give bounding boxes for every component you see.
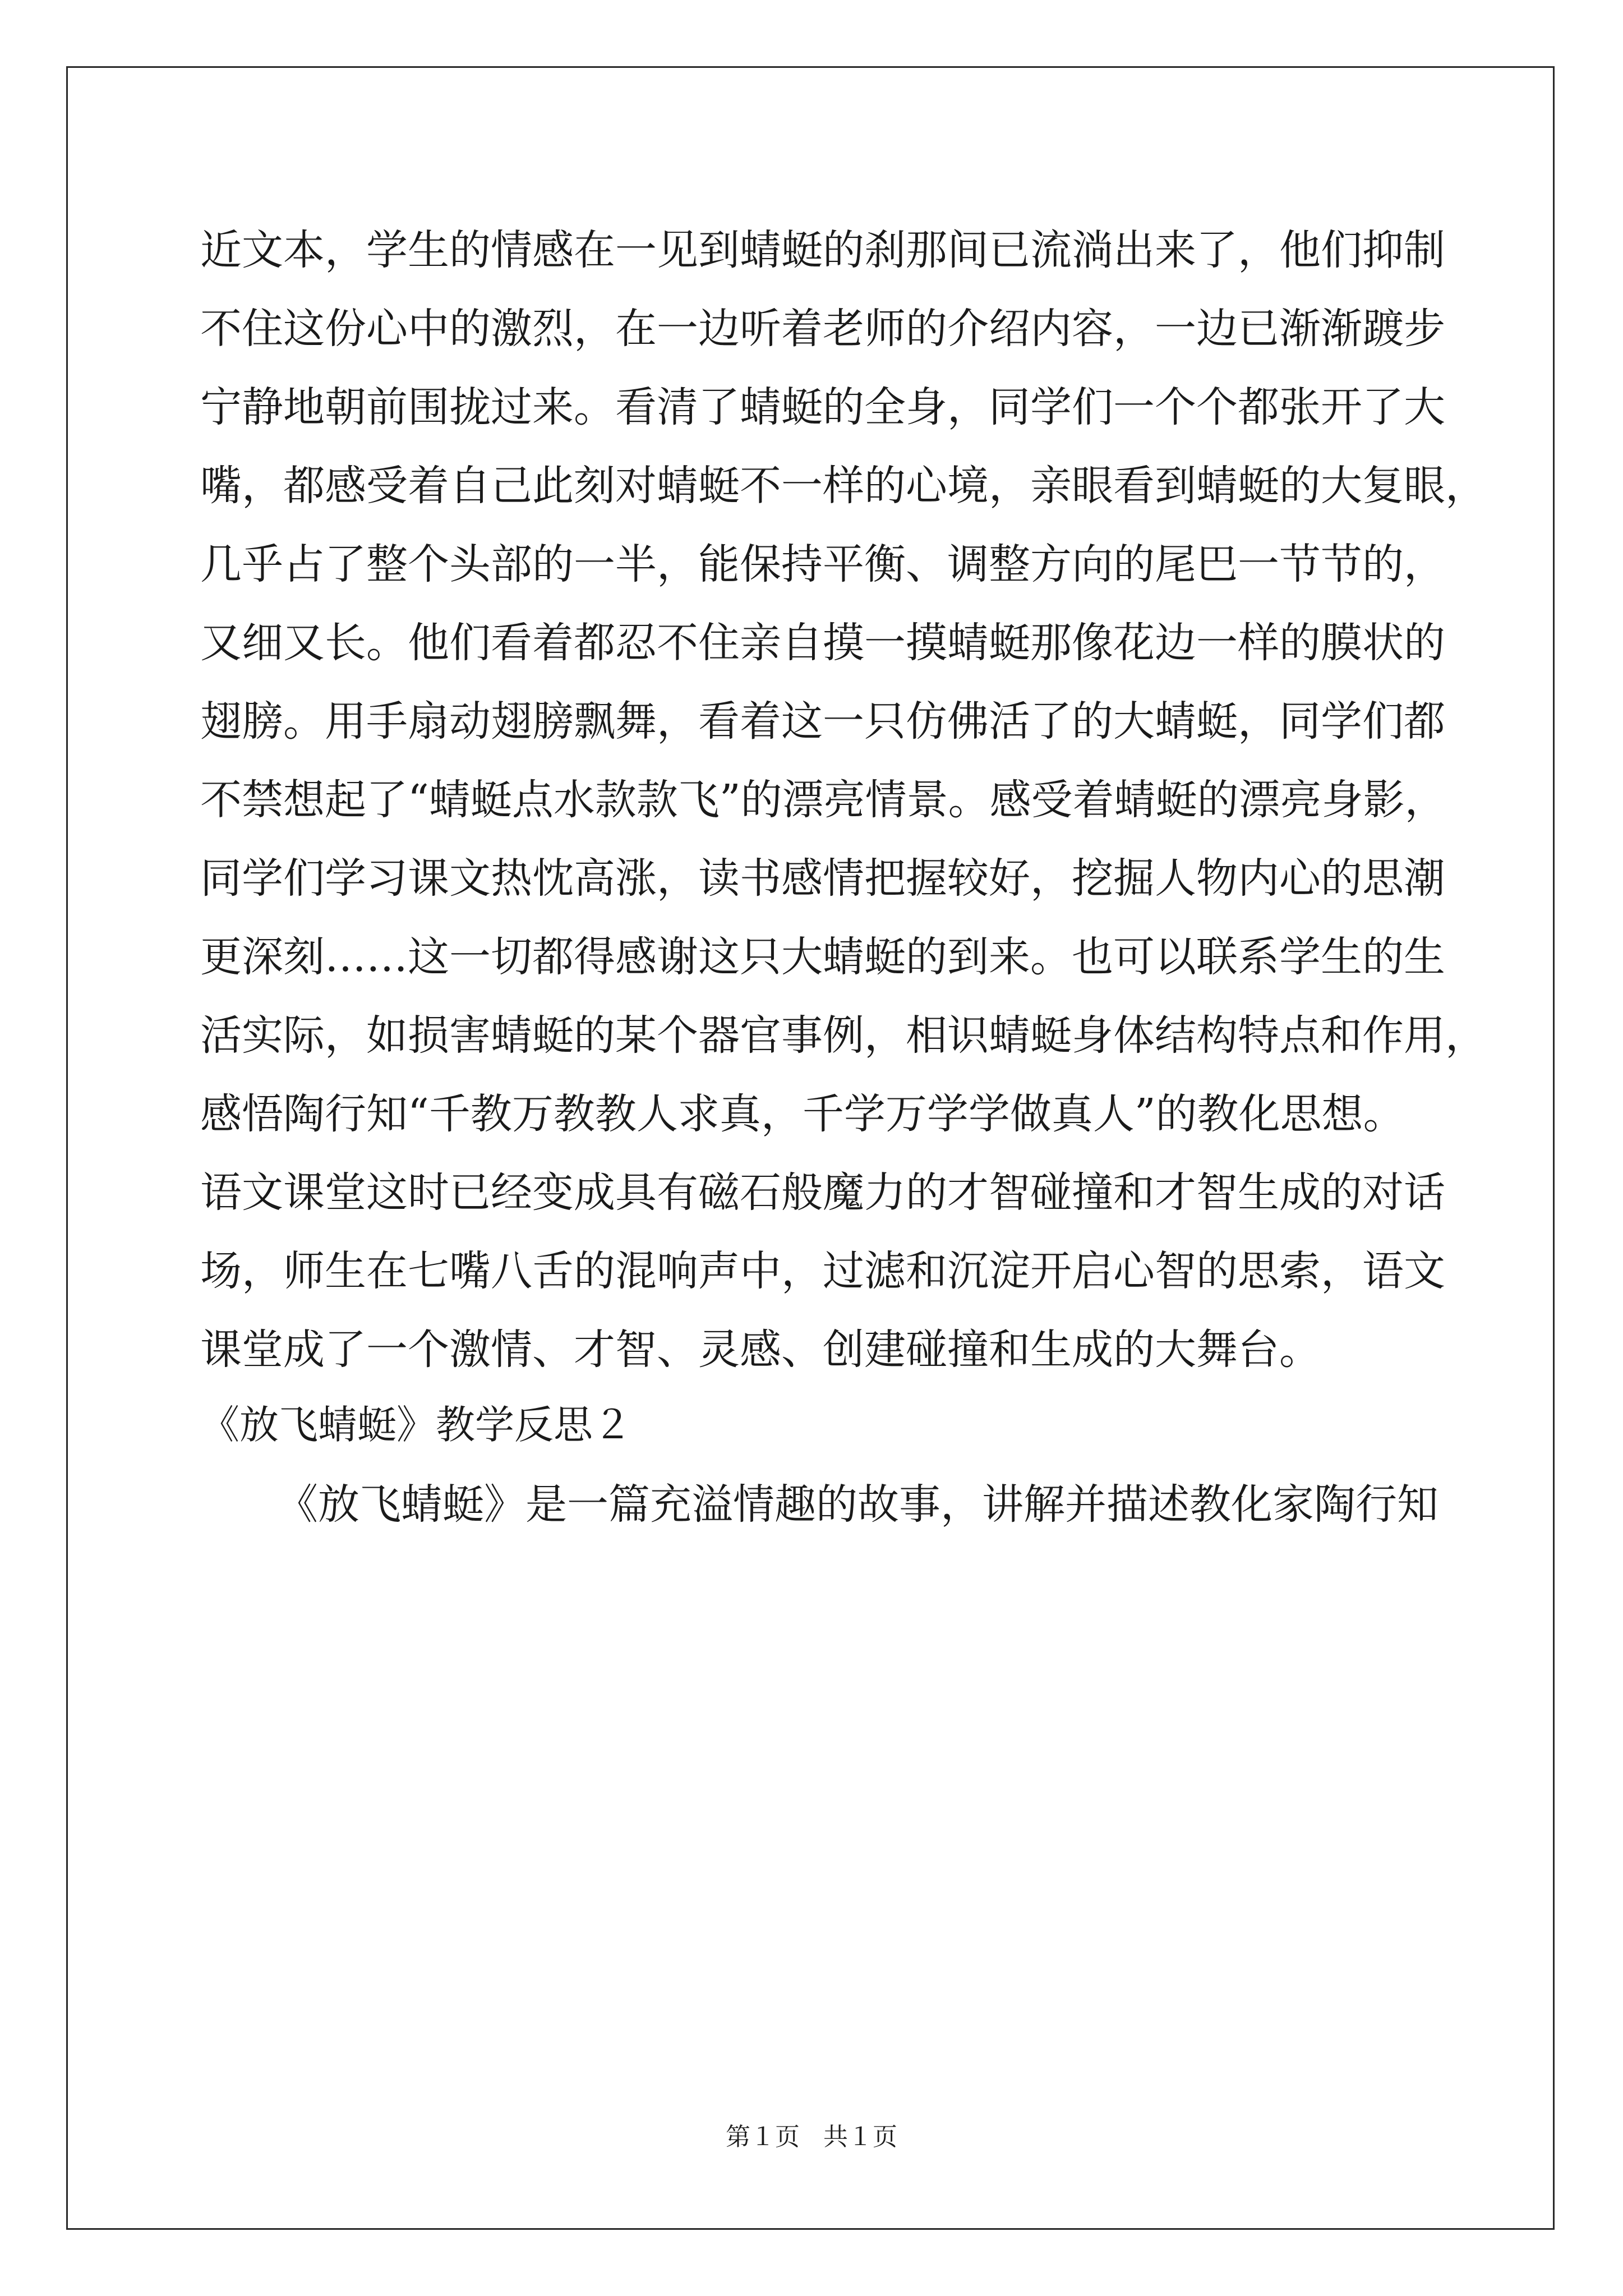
section-heading: 《放飞蜻蜓》教学反思２ — [200, 1402, 632, 1448]
paragraph-line: 活实际，如损害蜻蜓的某个器官事例，相识蜻蜓身体结构特点和作用， — [200, 1011, 1487, 1060]
page-footer — [0, 2120, 1623, 2154]
paragraph-line: 近文本，学生的情感在一见到蜻蜓的刹那间已流淌出来了，他们抑制 — [200, 226, 1445, 274]
paragraph-line: 语文课堂这时已经变成具有磁石般魔力的才智碰撞和才智生成的对话 — [200, 1168, 1445, 1217]
paragraph-line: 宁静地朝前围拢过来。看清了蜻蜓的全身，同学们一个个都张开了大 — [200, 383, 1445, 431]
paragraph-line: 翅膀。用手扇动翅膀飘舞，看着这一只仿佛活了的大蜻蜓，同学们都 — [200, 697, 1445, 746]
paragraph-line: 又细又长。他们看着都忍不住亲自摸一摸蜻蜓那像花边一样的膜状的 — [200, 619, 1445, 667]
paragraph-line: 不禁想起了“蜻蜓点水款款飞”的漂亮情景。感受着蜻蜓的漂亮身影， — [200, 776, 1446, 824]
paragraph-line: 不住这份心中的激烈，在一边听着老师的介绍内容，一边已渐渐踱步 — [200, 305, 1445, 353]
paragraph-line: 几乎占了整个头部的一半，能保持平衡、调整方向的尾巴一节节的， — [200, 540, 1445, 588]
paragraph-line: 感悟陶行知“千教万教教人求真，千学万学学做真人”的教化思想。 — [200, 1090, 1405, 1138]
paragraph-line: 同学们学习课文热忱高涨，读书感情把握较好，挖掘人物内心的思潮 — [200, 854, 1445, 903]
paragraph-line: 更深刻……这一切都得感谢这只大蜻蜓的到来。也可以联系学生的生 — [200, 933, 1445, 981]
paragraph-line: 《放飞蜻蜓》是一篇充溢情趣的故事，讲解并描述教化家陶行知 — [276, 1480, 1438, 1529]
page-number: 第１页 — [726, 2123, 800, 2151]
paragraph-line: 嘴，都感受着自己此刻对蜻蜓不一样的心境，亲眼看到蜻蜓的大复眼， — [200, 462, 1487, 510]
paragraph-line: 场，师生在七嘴八舌的混响声中，过滤和沉淀开启心智的思索，语文 — [200, 1247, 1445, 1295]
page-total: 共１页 — [823, 2123, 897, 2151]
paragraph-line: 课堂成了一个激情、才智、灵感、创建碰撞和生成的大舞台。 — [200, 1326, 1321, 1374]
